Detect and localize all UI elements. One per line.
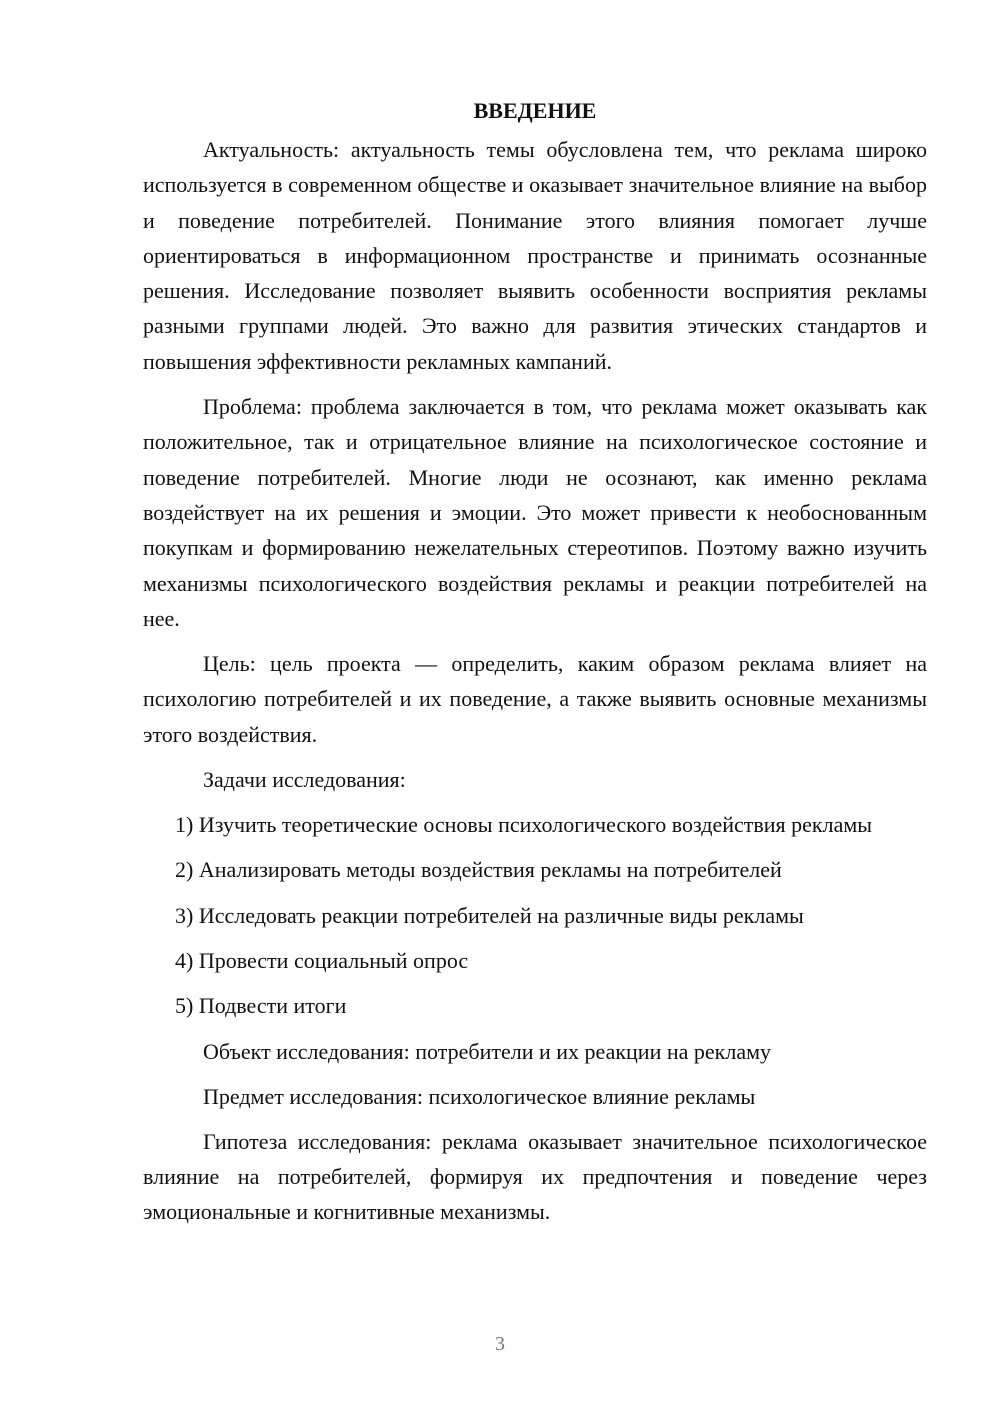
tasks-heading: Задачи исследования: xyxy=(203,767,406,793)
paragraph-relevance: Актуальность: актуальность темы обусловлена тем, что реклама широко используется в современном обществе и оказывает значительное влияние на выбор и поведение потребителей. Понимание этого влияния помогает лучше ориентироваться в информационном пространстве и принимать осознанные решения. Исследование позволяет выявить особенности восприятия рекламы разными группами людей. Это важно для развития этических стандартов и повышения эффективности рекламных кампаний. xyxy=(143,137,927,374)
document-page xyxy=(143,94,927,1239)
list-item: 2) Анализировать методы воздействия рекламы на потребителей xyxy=(175,857,782,883)
section-title: ВВЕДЕНИЕ xyxy=(473,98,597,123)
paragraph-problem: Проблема: проблема заключается в том, что реклама может оказывать как положительное, так и отрицательное влияние на психологическое состояние и поведение потребителей. Многие люди не осознают, как именно реклама воздействует на их решения и эмоции. Это может привести к необоснованным покупкам и формированию нежелательных стереотипов. Поэтому важно изучить механизмы психологического воздействия рекламы и реакции потребителей на нее. xyxy=(143,394,927,631)
paragraph-hypothesis: Гипотеза исследования: реклама оказывает значительное психологическое влияние на потребителей, формируя их предпочтения и поведение через эмоциональные и когнитивные механизмы. xyxy=(143,1128,927,1225)
page-number: 3 xyxy=(495,1333,505,1355)
list-item: 4) Провести социальный опрос xyxy=(175,947,469,973)
list-item: 1) Изучить теоретические основы психологического воздействия рекламы xyxy=(175,812,873,838)
paragraph-subject: Предмет исследования: психологическое влияние рекламы xyxy=(203,1083,756,1109)
paragraph-goal: Цель: цель проекта — определить, каким образом реклама влияет на психологию потребителей и их поведение, а также выявить основные механизмы этого воздействия. xyxy=(143,651,927,747)
list-item: 5) Подвести итоги xyxy=(175,993,347,1019)
paragraph-object: Объект исследования: потребители и их реакции на рекламу xyxy=(203,1038,772,1064)
tasks-list xyxy=(143,807,927,1023)
list-item: 3) Исследовать реакции потребителей на различные виды рекламы xyxy=(175,902,804,928)
